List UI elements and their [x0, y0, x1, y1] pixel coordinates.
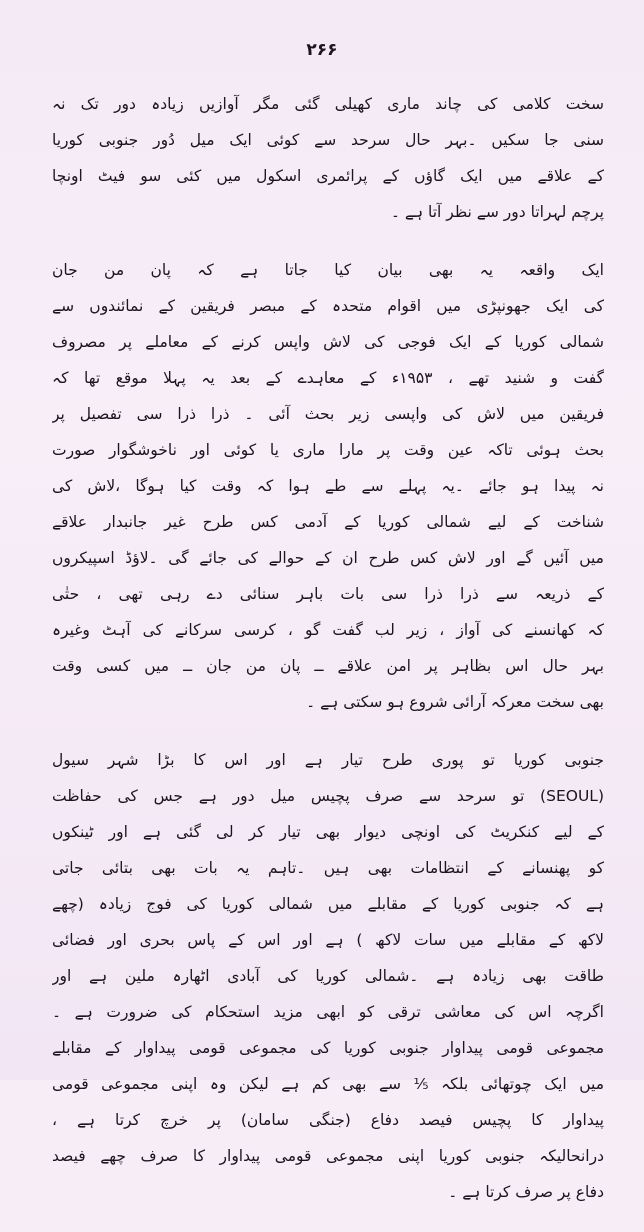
text-line: کی ایک جھونپڑی میں اقوام متحدہ کے مبصر فریقین کے نمائندوں سے [52, 297, 604, 315]
text-line: کے لیے کنکریٹ کی اونچی دیوار بھی تیار کر لی گئی ہے اور ٹینکوں [52, 823, 604, 841]
text-line: کے علاقے میں ایک گاؤں کے پرائمری اسکول میں کئی سو فیٹ اونچا [52, 167, 604, 185]
text-line: سخت کلامی کی چاند ماری کھیلی گئی مگر آوازیں زیادہ دور تک نہ [52, 95, 604, 113]
text-line: فریقین میں لاش کی واپسی زیر بحث آئی ۔ ذرا ذرا سی تفصیل پر [52, 405, 604, 423]
text-line: شمالی کوریا کے ایک فوجی کی لاش واپس کرنے کے معاملے پر مصروف [52, 333, 604, 351]
text-line: (SEOUL) تو سرحد سے صرف پچیس میل دور ہے جس کی حفاظت [52, 787, 604, 805]
page-number: ۲۶۶ [306, 40, 338, 60]
text-line: کو پھنسانے کے انتظامات بھی ہیں ۔تاہم یہ بات بھی بتائی جاتی [52, 859, 604, 877]
text-line: میں آئیں گے اور لاش کس طرح ان کے حوالے کی جائے گی ۔لاؤڈ اسپیکروں [52, 549, 604, 567]
text-line: دفاع پر صرف کرتا ہے ۔ [448, 1183, 604, 1201]
text-line: کہ کھانسنے کی آواز ، زیر لب گفت گو ، کرسی سرکانے کی آہٹ وغیرہ [52, 621, 604, 639]
text-line: سنی جا سکیں ۔بہر حال سرحد سے کوئی ایک میل دُور جنوبی کوریا [52, 131, 604, 149]
text-line: درانحالیکہ جنوبی کوریا اپنی مجموعی قومی پیداوار کا صرف چھے فیصد [52, 1147, 604, 1165]
text-line: بہر حال اس بظاہر پر امن علاقے ــ پان من جان ــ میں کسی وقت [52, 657, 604, 675]
text-line: کے ذریعہ سے ذرا ذرا سی بات باہر سنائی دے رہی تھی ، حتٰی [52, 585, 604, 603]
paragraph-1 [52, 86, 604, 230]
text-line: شناخت کے لیے شمالی کوریا کے آدمی کس طرح غیر جانبدار علاقے [52, 513, 604, 531]
paragraph-2 [52, 252, 604, 720]
text-line: جنوبی کوریا تو پوری طرح تیار ہے اور اس کا بڑا شہر سیول [52, 751, 604, 769]
text-line: پرچم لہراتا دور سے نظر آتا ہے ۔ [390, 203, 604, 221]
text-line: گفت و شنید تھے ، ۱۹۵۳ء کے معاہدے کے بعد یہ پہلا موقع تھا کہ [52, 369, 604, 387]
text-line: میں ایک چوتھائی بلکہ ⅕ سے بھی کم ہے لیکن وہ اپنی مجموعی قومی [52, 1075, 604, 1093]
text-line: لاکھ کے مقابلے میں سات لاکھ ) ہے اور اس کے پاس بحری اور فضائی [52, 931, 604, 949]
text-line: ایک واقعہ یہ بھی بیان کیا جاتا ہے کہ پان من جان [52, 261, 604, 279]
text-line: مجموعی قومی پیداوار جنوبی کوریا کی مجموعی قومی پیداوار کے مقابلے [52, 1039, 604, 1057]
body-text [52, 86, 604, 1232]
text-line: اگرچہ اس کی معاشی ترقی کو ابھی مزید استحکام کی ضرورت ہے ۔ [52, 1003, 604, 1021]
paragraph-3 [52, 742, 604, 1210]
text-line: ہے کہ جنوبی کوریا کے مقابلے میں شمالی کوریا کی فوج زیادہ (چھے [52, 895, 604, 913]
text-line: بھی سخت معرکہ آرائی شروع ہو سکتی ہے ۔ [306, 693, 604, 711]
text-line: نہ پیدا ہو جائے ۔یہ پہلے سے طے ہوا کہ وقت کیا ہوگا ،لاش کی [52, 477, 604, 495]
text-line: طاقت بھی زیادہ ہے ۔شمالی کوریا کی آبادی اٹھارہ ملین ہے اور [52, 967, 604, 985]
text-line: پیداوار کا پچیس فیصد دفاع (جنگی سامان) پر خرچ کرتا ہے ، [52, 1111, 604, 1129]
text-line: بحث ہوئی تاکہ عین وقت پر مارا ماری یا کوئی اور ناخوشگوار صورت [52, 441, 604, 459]
